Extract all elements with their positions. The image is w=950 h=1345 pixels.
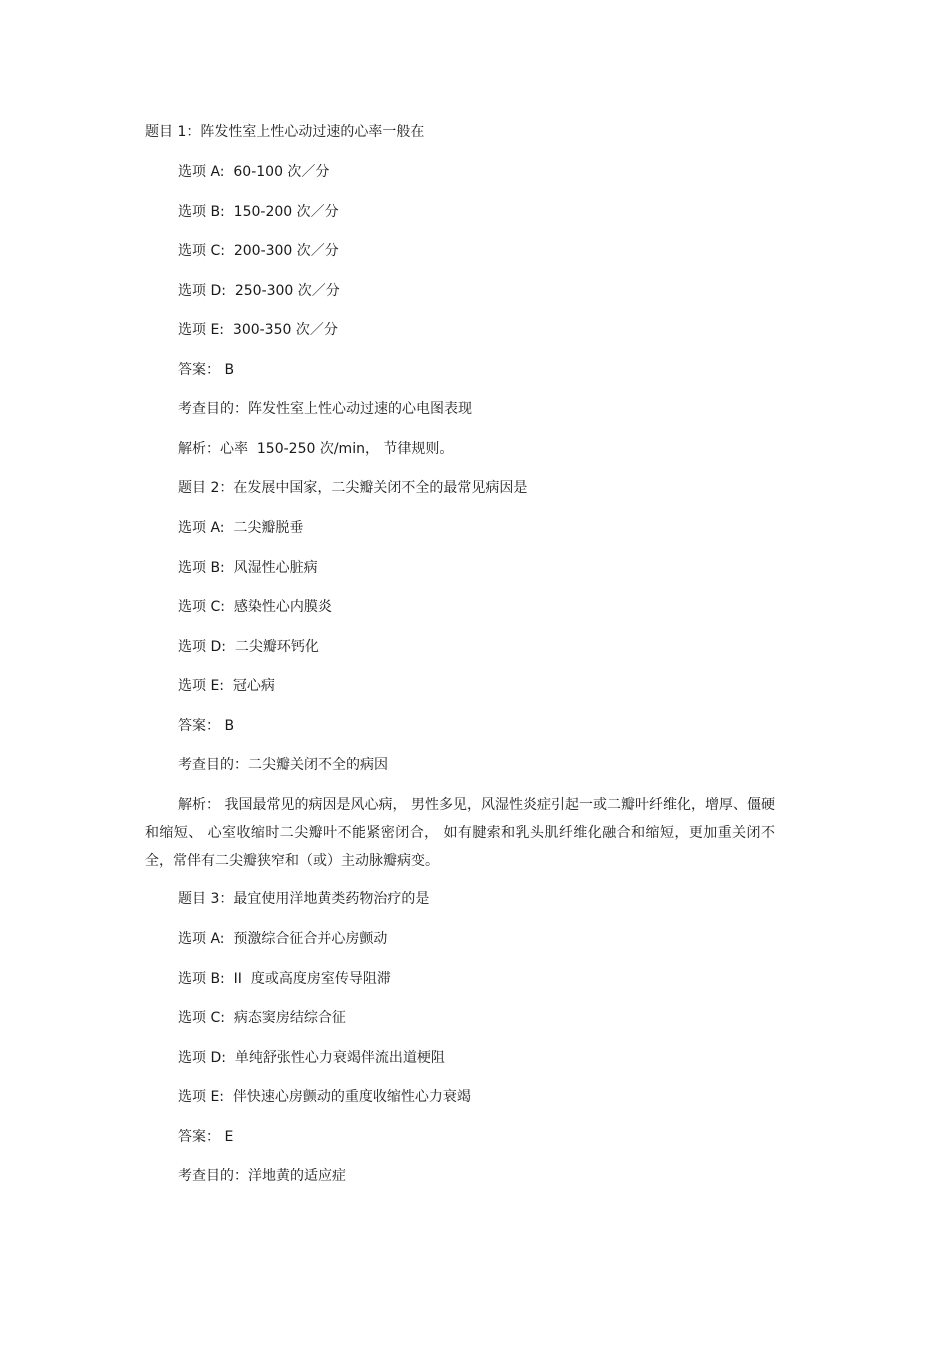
- question-2-option-e: 选项 E: 冠心病: [178, 678, 275, 694]
- question-2-purpose: 考查目的：二尖瓣关闭不全的病因: [178, 757, 388, 773]
- question-3-title: 题目 3：最宜使用洋地黄类药物治疗的是: [178, 891, 430, 907]
- question-3-option-c: 选项 C: 病态窦房结综合征: [178, 1010, 346, 1026]
- question-2-analysis: 解析： 我国最常见的病因是风心病， 男性多见，风湿性炎症引起一或二瓣叶纤维化，增厚、僵硬和缩短、 心室收缩时二尖瓣叶不能紧密闭合， 如有腱索和乳头肌纤维化融合和缩短，更加重关闭不全，常伴有二尖瓣狭窄和（或）主动脉瓣病变。: [145, 797, 775, 869]
- question-1-option-d: 选项 D: 250-300 次／分: [178, 283, 340, 299]
- question-2-title: 题目 2：在发展中国家，二尖瓣关闭不全的最常见病因是: [178, 480, 528, 496]
- question-1-title: 题目 1：阵发性室上性心动过速的心率一般在: [145, 124, 425, 140]
- question-1-option-a: 选项 A: 60-100 次／分: [178, 164, 330, 180]
- question-3-option-a: 选项 A: 预激综合征合并心房颤动: [178, 931, 388, 947]
- question-3-purpose: 考查目的：洋地黄的适应症: [178, 1168, 346, 1184]
- question-3-option-d: 选项 D: 单纯舒张性心力衰竭伴流出道梗阻: [178, 1050, 445, 1066]
- question-1-purpose: 考查目的：阵发性室上性心动过速的心电图表现: [178, 401, 472, 417]
- question-2-option-c: 选项 C: 感染性心内膜炎: [178, 599, 332, 615]
- question-3-option-b: 选项 B: II 度或高度房室传导阻滞: [178, 971, 391, 987]
- question-3-option-e: 选项 E: 伴快速心房颤动的重度收缩性心力衰竭: [178, 1089, 471, 1105]
- question-1-option-e: 选项 E: 300-350 次／分: [178, 322, 338, 338]
- question-1-option-c: 选项 C: 200-300 次／分: [178, 243, 339, 259]
- question-2-option-d: 选项 D: 二尖瓣环钙化: [178, 639, 319, 655]
- question-1-analysis: 解析：心率 150-250 次/min， 节律规则。: [178, 441, 454, 457]
- question-2-answer: 答案： B: [178, 718, 235, 734]
- question-2-option-b: 选项 B: 风湿性心脏病: [178, 560, 318, 576]
- question-2-option-a: 选项 A: 二尖瓣脱垂: [178, 520, 304, 536]
- question-3-answer: 答案： E: [178, 1129, 234, 1145]
- question-1-answer: 答案： B: [178, 362, 235, 378]
- question-1-option-b: 选项 B: 150-200 次／分: [178, 204, 339, 220]
